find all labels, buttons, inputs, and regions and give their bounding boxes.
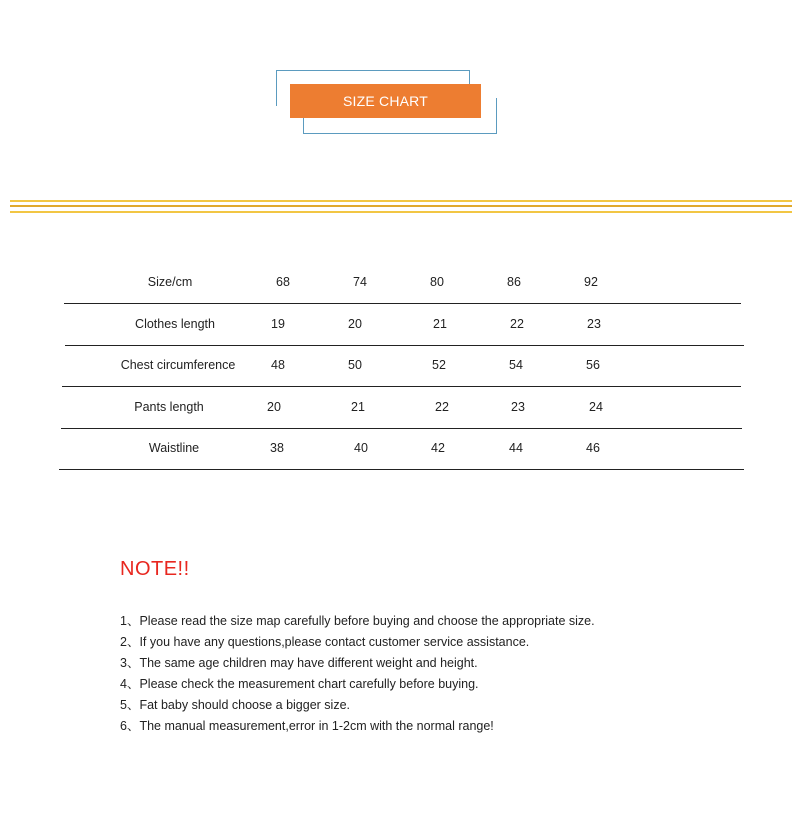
table-cell: 22	[435, 400, 449, 414]
note-item: 1、Please read the size map carefully before buying and choose the appropriate size.	[120, 614, 595, 628]
table-header-cell: 80	[430, 275, 444, 289]
note-item: 4、Please check the measurement chart carefully before buying.	[120, 677, 479, 691]
note-item: 5、Fat baby should choose a bigger size.	[120, 698, 350, 712]
divider-line	[10, 211, 792, 213]
table-cell: 52	[432, 358, 446, 372]
note-item: 2、If you have any questions,please contact customer service assistance.	[120, 635, 530, 649]
table-header-cell: 92	[584, 275, 598, 289]
note-item: 3、The same age children may have different weight and height.	[120, 656, 478, 670]
table-cell: 21	[433, 317, 447, 331]
table-header-cell: 86	[507, 275, 521, 289]
table-row	[61, 386, 742, 429]
table-row-label: Pants length	[134, 400, 204, 414]
table-row-label: Clothes length	[135, 317, 215, 331]
table-cell: 44	[509, 441, 523, 455]
table-cell: 38	[270, 441, 284, 455]
table-cell: 40	[354, 441, 368, 455]
note-list	[120, 613, 595, 739]
table-row	[65, 303, 744, 346]
table-cell: 22	[510, 317, 524, 331]
table-header-cell: 68	[276, 275, 290, 289]
table-cell: 20	[267, 400, 281, 414]
table-cell: 20	[348, 317, 362, 331]
divider-line	[10, 205, 792, 207]
table-cell: 48	[271, 358, 285, 372]
table-cell: 42	[431, 441, 445, 455]
size-chart-title: SIZE CHART	[290, 84, 481, 118]
table-row	[62, 344, 741, 387]
note-title: NOTE!!	[120, 558, 190, 580]
table-cell: 23	[511, 400, 525, 414]
divider-line	[10, 200, 792, 202]
table-cell: 24	[589, 400, 603, 414]
table-row-label: Waistline	[148, 441, 200, 455]
table-cell: 21	[351, 400, 365, 414]
table-header-cell: 74	[353, 275, 367, 289]
table-cell: 56	[586, 358, 600, 372]
table-cell: 50	[348, 358, 362, 372]
table-header-row	[64, 261, 741, 304]
table-row	[59, 427, 744, 470]
table-cell: 19	[271, 317, 285, 331]
table-header-cell: Size/cm	[147, 275, 193, 289]
table-row-label: Chest circumference	[120, 358, 236, 372]
table-cell: 54	[509, 358, 523, 372]
table-cell: 23	[587, 317, 601, 331]
note-item: 6、The manual measurement,error in 1-2cm with the normal range!	[120, 719, 494, 733]
table-cell: 46	[586, 441, 600, 455]
